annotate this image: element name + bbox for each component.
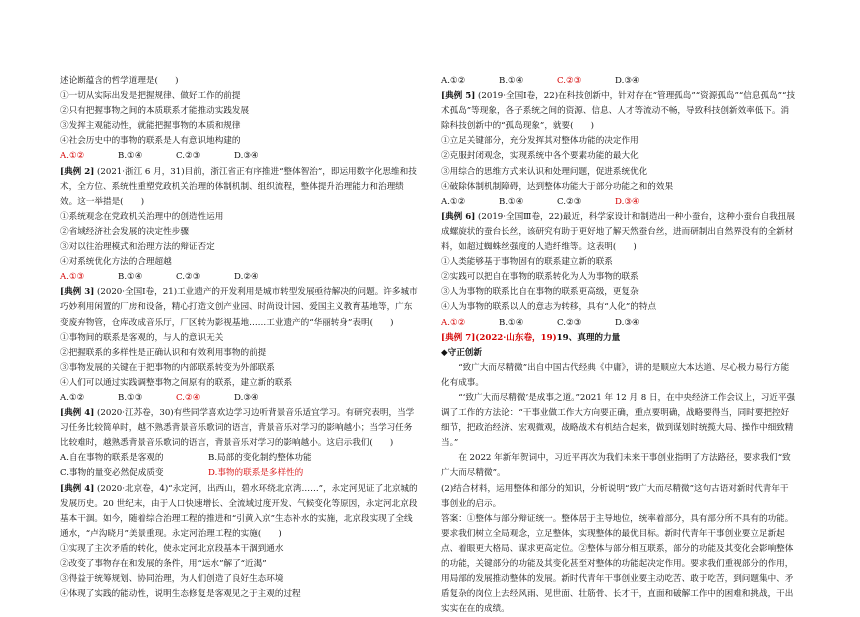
- choice-b: B.①④: [499, 317, 524, 328]
- option-2: ②省域经济社会发展的决定性步骤: [60, 226, 189, 237]
- choice-b: B.①④: [499, 196, 524, 207]
- choice-b: B.①④: [499, 76, 524, 86]
- example-label: [典例 7](2022·山东卷，19): [441, 332, 557, 343]
- choice-d: D.事物的联系是多样性的: [208, 468, 304, 479]
- choice-c: C.②③: [176, 151, 201, 162]
- choice-c: C.②③: [557, 317, 582, 328]
- section-heading: ◆守正创新: [441, 347, 482, 358]
- example-title: 19、真理的力量: [556, 332, 621, 343]
- example-label: [典例 3]: [60, 287, 95, 298]
- choice-d: D.③④: [234, 151, 259, 162]
- example-label: [典例 6]: [441, 211, 476, 222]
- choice-b: B.①④: [118, 272, 143, 283]
- choice-d: D.③④: [615, 317, 640, 328]
- answer-text: 答案：①整体与部分辩证统一。整体居于主导地位，统率着部分，具有部分所不具有的功能。要求我们树立全局观念，立足整体，实现整体的最优目标。新时代青年干事创业要立足新起点、着眼更大格局、谋求更高定位。②整体与部分相互联系，部分的功能及其变化会影响整体的功能，关键部分的功能及其变化甚至对整体的功能起决定作用。要求我们重视部分的作用，用局部的发展推动整体的发展。新时代青年干事创业要主动吃苦、敢于吃苦，到问题集中、矛盾复杂的岗位上去经风雨、见世面、壮筋骨、长才干，直面和破解工作中的困难和挑战，干出实实在在的成绩。: [441, 513, 794, 615]
- example-6: [441, 210, 796, 255]
- option-4: ④对系统优化方法的合理超越: [60, 257, 172, 268]
- left-column: [60, 74, 420, 602]
- material-paragraph: “‘致广大而尽精微’是成事之道。”2021 年 12 月 8 日，在中央经济工作会议上，习近平强调了工作的方法论：“干事业做工作大方向要正确，重点要明确，战略要得当，同时要把控好细节，把政治经济、宏观微观，战略战术有机结合起来，做到谋划时统揽大局、操作中细致精当。”: [441, 392, 796, 449]
- option-2: ②实践可以把自在事物的联系转化为人为事物的联系: [441, 272, 639, 283]
- choice-d: D.③④: [615, 76, 640, 86]
- option-1: ①人类能够基于事物固有的联系建立新的联系: [441, 257, 613, 268]
- example-text: (2020·江苏卷，30)有些同学喜欢边学习边听背景音乐适宜学习。有研究表明，当学习任务比较简单时，越不熟悉背景音乐歌词的语言，背景音乐对学习的影响越小；当学习任务比较难时，越熟悉背景音乐歌词的语言，背景音乐对学习的影响越小。这启示我们( ): [60, 408, 415, 449]
- answer-choices: [60, 391, 420, 406]
- example-7-heading: [441, 331, 796, 346]
- choice-a: A.①②: [441, 196, 466, 207]
- answer-choices: [60, 149, 420, 164]
- example-label: [典例 5]: [441, 91, 476, 102]
- choice-a: A.①②: [441, 317, 466, 328]
- choice-b: B.局部的变化制约整体功能: [208, 453, 312, 464]
- option-3: ③事物发展的关键在于把事物的内部联系转变为外部联系: [60, 362, 275, 373]
- option-1: ①事物间的联系是客观的，与人的意识无关: [60, 332, 224, 343]
- example-text: (2020·全国Ⅰ卷，21)工业遗产的开发利用是城市转型发展亟待解决的问题。许多城市巧妙利用闲置的厂房和设备，精心打造文创产业园、时尚设计园、爱国主义教育基地等，广东变废弃物管，仓库改成音乐厅，厂区转为影视基地……工业遗产的“华丽转身”表明( ): [60, 287, 418, 328]
- example-2: [60, 165, 420, 210]
- choice-a: A.①②: [60, 392, 85, 403]
- option-3: ③对以往治理模式和治理方法的辩证否定: [60, 242, 215, 253]
- answer-choices: [60, 466, 420, 481]
- option-2: ②改变了事物存在和发展的条件，用“远水”解了“近渴”: [60, 559, 267, 569]
- choice-c: C.②③: [176, 272, 201, 283]
- option-1: ①实现了主次矛盾的转化，使永定河北京段基本干涸到通水: [60, 543, 284, 554]
- example-text: (2020·北京卷，4)“永定河，出西山，碧水环绕北京湾……”，永定河见证了北京城的发展历史。20 世纪末，由于人口快速增长、全流域过度开发、气候变化等原因，永定河北京段基本干涸。如今，随着综合治理工程的推进和“引黄入京”生态补水的实施，北京段实现了全线通水，“卢沟晓月”美景重现。永定河治理工程的实施( ): [60, 483, 418, 539]
- choice-c: C.②③: [557, 76, 582, 86]
- example-4: [60, 406, 420, 451]
- choice-d: D.②④: [234, 272, 259, 283]
- answer-choices: [60, 451, 420, 466]
- example-text: (2019·全国Ⅰ卷，22)在科技创新中，针对存在“管理孤岛”“资源孤岛”“信息孤岛”“技术孤岛”等现象，各子系统之间的资源、信息、人才等流动不畅，导致科技创新效率低下。消除科技创新中的“孤岛现象”，就要( ): [441, 91, 796, 132]
- sub-question: (2)结合材料，运用整体和部分的知识，分析说明“致广大而尽精微”这句古语对新时代青年干事创业的启示。: [441, 483, 789, 509]
- choice-d: D.③④: [615, 196, 640, 207]
- choice-b: B.①④: [118, 151, 143, 162]
- option-4: ④人们可以通过实践调整事物之间原有的联系，建立新的联系: [60, 377, 293, 388]
- example-5: [441, 89, 796, 134]
- choice-c: C.②④: [176, 392, 201, 403]
- option-4: ④社会历史中的事物的联系是人有意识地构建的: [60, 136, 241, 147]
- option-1: ①立足关键部分，充分发挥其对整体功能的决定作用: [441, 136, 639, 147]
- option-3: ③得益于统筹规划、协同治理，为人们创造了良好生态环境: [60, 574, 284, 585]
- example-label: [典例 4]: [60, 408, 95, 419]
- example-label: [典例 4]: [60, 483, 95, 494]
- option-3: ③用综合的思维方式来认识和处理问题，促进系统优化: [441, 166, 648, 177]
- example-label: [典例 2]: [60, 166, 95, 177]
- choice-c: C.②③: [557, 196, 582, 207]
- option-2: ②把握联系的多样性是正确认识和有效利用事物的前提: [60, 347, 267, 358]
- question-stem: 述论断蕴含的哲学道理是( ): [60, 76, 179, 86]
- example-text: (2021·浙江 6 月，31)目前，浙江省正有序推进“整体智治”，即运用数字化思维和技术，全方位、系统性重塑党政机关治理的体制机制、组织流程，整体提升治理能力和治理绩效。这一举措是( ): [60, 166, 417, 207]
- choice-a: A.①②: [441, 76, 466, 86]
- option-1: ①一切从实际出发是把握规律、做好工作的前提: [60, 91, 241, 102]
- option-4: ④体现了实践的能动性，说明生态修复是客观见之于主观的过程: [60, 589, 301, 600]
- example-text: (2019·全国Ⅲ卷，22)最近，科学家设计和制造出一种小蚕台，这种小蚕台自我扭展成螺旋状的蚕台长丝，该研究有助于更好地了解天然蚕台丝，进而研制出自然界没有的全新材料，如超过蜘蛛丝强度的人造纤维等。这表明( ): [441, 211, 795, 253]
- choice-a: A.①③: [60, 272, 85, 283]
- choice-b: B.①③: [118, 392, 143, 403]
- choice-a: A.自在事物的联系是客观的: [60, 453, 164, 464]
- option-3: ③发挥主观能动性，就能把握事物的本质和规律: [60, 121, 241, 132]
- choice-c: C.事物的量变必然促成质变: [60, 468, 164, 479]
- choice-d: D.③④: [234, 392, 259, 403]
- answer-choices: [60, 270, 420, 285]
- example-5: [60, 482, 420, 542]
- right-column: [441, 74, 796, 617]
- material-paragraph: “致广大而尽精微”出自中国古代经典《中庸》，讲的是顺应大本达道、尽心极力易行方能化有成事。: [441, 362, 790, 388]
- answer-choices: [441, 74, 796, 89]
- answer-choices: [441, 316, 796, 331]
- option-4: ④破除体制机制障碍，达到整体功能大于部分功能之和的效果: [441, 181, 674, 192]
- option-4: ④人为事物的联系以人的意志为转移，具有“人化”的特点: [441, 302, 657, 313]
- choice-a: A.①②: [60, 151, 85, 162]
- option-3: ③人为事物的联系比自在事物的联系更高级，更复杂: [441, 287, 639, 298]
- example-3: [60, 285, 420, 330]
- option-1: ①系统观念在党政机关治理中的创造性运用: [60, 211, 224, 222]
- option-2: ②只有把握事物之间的本质联系才能推动实践发展: [60, 106, 250, 117]
- option-2: ②克服封闭观念，实现系统中各个要素功能的最大化: [441, 151, 639, 162]
- material-paragraph: 在 2022 年新年贺词中，习近平再次为我们未来干事创业指明了方法路径，要求我们“致广大而尽精微”。: [441, 453, 791, 479]
- answer-choices: [441, 195, 796, 210]
